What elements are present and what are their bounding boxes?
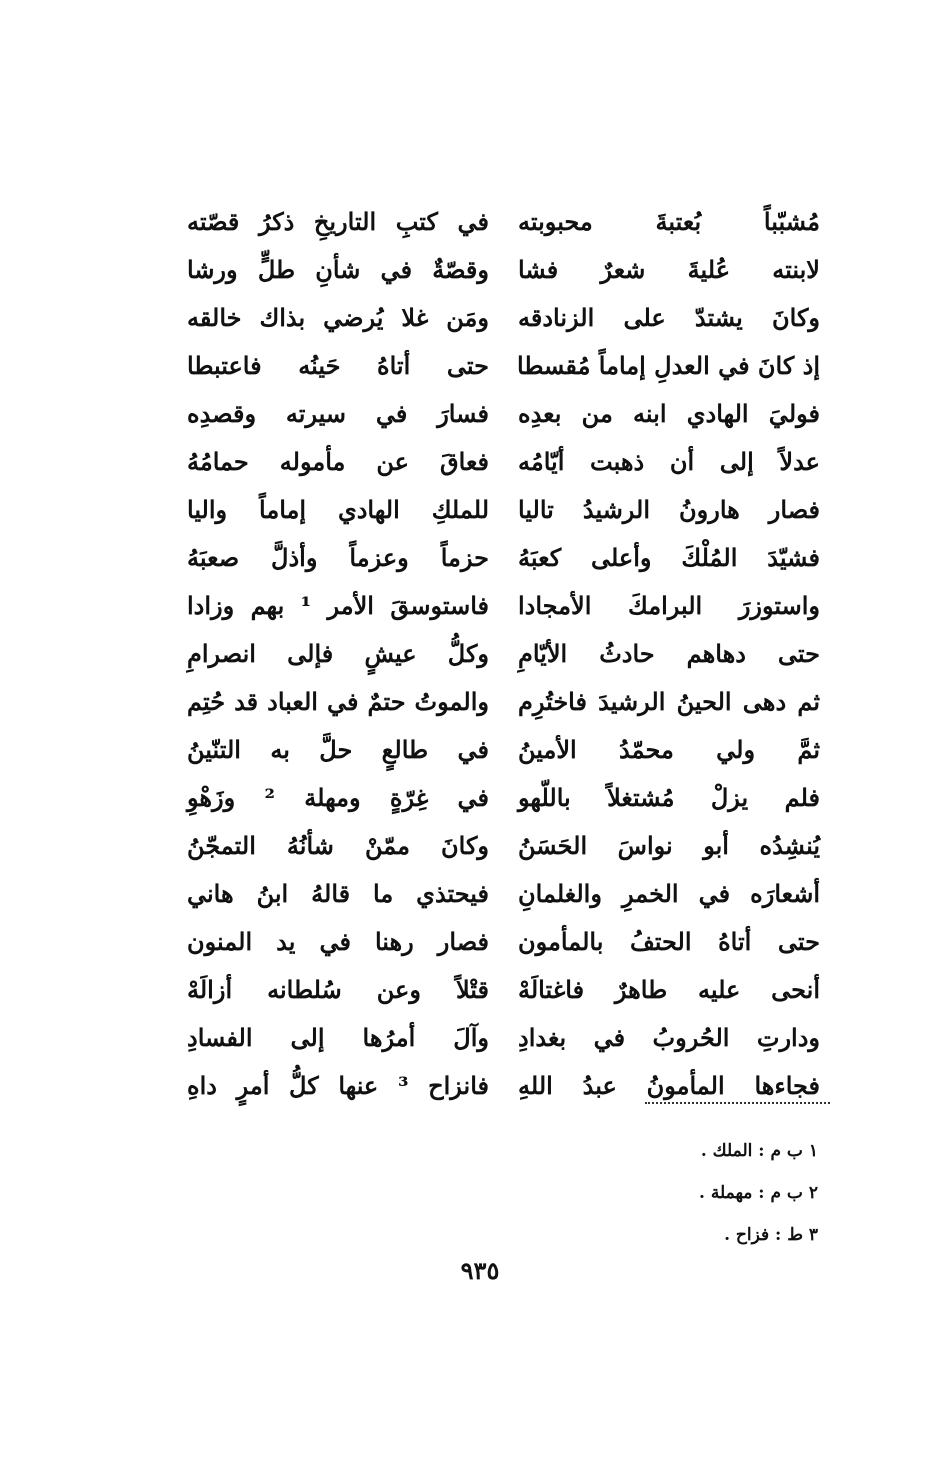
verse [0,872,950,916]
first-hemistich: فوليَ الهادي ابنه من بعدِه [518,399,820,428]
second-hemistich: حزماً وعزماً وأذلَّ صعبَهُ [187,543,489,572]
second-hemistich: فاستوسقَ الأمر ¹ بهم وزادا [187,591,489,620]
second-hemistich: وكلُّ عيشٍ فإلى انصرامِ [187,639,489,668]
first-hemistich: يُنشِدُه أبو نواسَ الحَسَنُ [518,831,820,860]
first-hemistich: حتى دهاهم حادثُ الأيّامِ [518,639,820,668]
second-hemistich: فيحتذي ما قالهُ ابنُ هاني [187,879,489,908]
second-hemistich: وآلَ أمرُها إلى الفسادِ [187,1023,489,1052]
verse [0,248,950,292]
second-hemistich: فعاقَ عن مأموله حمامُهُ [187,447,489,476]
footnote: ٣ ط : فزاح . [724,1225,818,1245]
first-hemistich: فشيّدَ المُلْكَ وأعلى كعبَهُ [518,543,820,572]
page-number: ٩٣٥ [460,1256,500,1285]
verse [0,1016,950,1060]
footnote-separator [645,1102,830,1104]
verse [0,536,950,580]
verse [0,344,950,388]
footnote: ٢ ب م : مهملة . [699,1183,818,1203]
second-hemistich: في طالعٍ حلَّ به التنّينُ [187,735,489,764]
first-hemistich: مُشبّباً بُعتبةَ محبوبته [518,207,820,236]
first-hemistich: فلم يزلْ مُشتغلاً باللّهو [518,783,820,812]
first-hemistich: فجاءها المأمونُ عبدُ اللهِ [518,1071,820,1100]
second-hemistich: حتى أتاهُ حَينُه فاعتبطا [187,351,489,380]
first-hemistich: لابنته عُليةَ شعرٌ فشا [518,255,820,284]
footnote: ١ ب م : الملك . [700,1141,818,1161]
verse [0,392,950,436]
first-hemistich: إذ كانَ في العدلِ إماماً مُقسطا [517,351,820,380]
first-hemistich: ودارتِ الحُروبُ في بغدادِ [518,1023,820,1052]
verse [0,200,950,244]
first-hemistich: ثم دهى الحينُ الرشيدَ فاختُرِم [518,687,820,716]
second-hemistich: قتْلاً وعن سُلطانه أزالَهْ [187,975,489,1004]
second-hemistich: والموتُ حتمٌ في العباد قد حُتِم [187,687,489,716]
second-hemistich: وقصّةٌ في شأنِ طلٍّ ورشا [187,255,489,284]
verse [0,632,950,676]
verse [0,920,950,964]
footnotes [418,1130,818,1256]
second-hemistich: وكانَ ممّنْ شأنُهُ التمجّنُ [187,831,489,860]
first-hemistich: عدلاً إلى أن ذهبت أيّامُه [518,447,820,476]
verse [0,968,950,1012]
second-hemistich: فسارَ في سيرته وقصدِه [187,399,489,428]
first-hemistich: أنحى عليه طاهرٌ فاغتالَهْ [518,975,820,1004]
first-hemistich: حتى أتاهُ الحتفُ بالمأمون [518,927,820,956]
second-hemistich: فانزاح ³ عنها كلُّ أمرٍ داهِ [187,1071,489,1100]
second-hemistich: فصار رهنا في يد المنون [187,927,489,956]
verse [0,440,950,484]
first-hemistich: وكانَ يشتدّ على الزنادقه [518,303,820,332]
second-hemistich: للملكِ الهادي إماماً واليا [187,495,489,524]
first-hemistich: أشعارَه في الخمرِ والغلمانِ [518,879,820,908]
verse [0,728,950,772]
verse [0,488,950,532]
verse [0,824,950,868]
second-hemistich: في كتبِ التاريخِ ذكرُ قصّته [187,207,489,236]
second-hemistich: في غِرّةٍ ومهلة ² وزَهْوِ [187,783,490,812]
verse [0,296,950,340]
second-hemistich: ومَن غلا يُرضي بذاك خالقه [187,303,489,332]
verse [0,680,950,724]
verse [0,776,950,820]
verse [0,584,950,628]
first-hemistich: فصار هارونُ الرشيدُ تاليا [518,495,820,524]
first-hemistich: واستوزرَ البرامكَ الأمجادا [518,591,820,620]
first-hemistich: ثمَّ ولي محمّدُ الأمينُ [518,735,820,764]
